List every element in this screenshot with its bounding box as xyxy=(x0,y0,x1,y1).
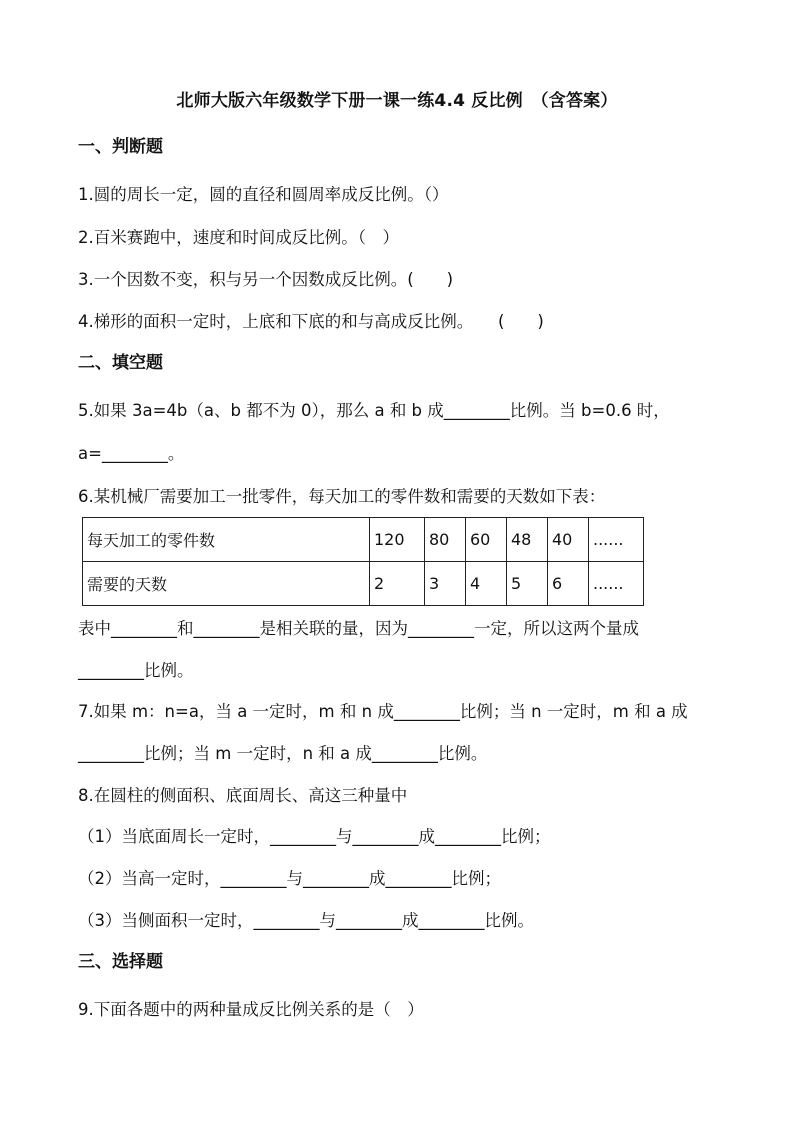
question-8-sub-1: （1）当底面周长一定时，________与________成________比例； xyxy=(78,827,551,846)
section-heading-judgement: 一、判断题 xyxy=(78,137,163,157)
question-3: 3.一个因数不变，积与另一个因数成反比例。( ) xyxy=(78,270,454,289)
table-cell: 需要的天数 xyxy=(83,562,370,606)
question-6-line-1: 表中________和________是相关联的量，因为________一定，所以这两个量成 xyxy=(78,619,639,638)
question-6-line-2: ________比例。 xyxy=(78,661,194,680)
table-row xyxy=(83,518,644,562)
question-1: 1.圆的周长一定，圆的直径和圆周率成反比例。（） xyxy=(78,185,449,204)
section-heading-fill-blank: 二、填空题 xyxy=(78,353,163,373)
parts-days-table xyxy=(82,517,644,606)
document-title: 北师大版六年级数学下册一课一练4.4 反比例 （含答案） xyxy=(176,91,618,111)
table-cell: 每天加工的零件数 xyxy=(83,518,370,562)
question-9: 9.下面各题中的两种量成反比例关系的是（ ） xyxy=(78,1000,424,1019)
table-cell: 120 xyxy=(370,518,425,562)
question-8-intro: 8.在圆柱的侧面积、底面周长、高这三种量中 xyxy=(78,786,408,805)
question-4: 4.梯形的面积一定时，上底和下底的和与高成反比例。 ( ) xyxy=(78,312,544,331)
table-cell: 40 xyxy=(548,518,589,562)
question-7-line-1: 7.如果 m：n=a，当 a 一定时，m 和 n 成________比例；当 n 一定时，m 和 a 成 xyxy=(78,702,688,721)
question-6-intro: 6.某机械厂需要加工一批零件，每天加工的零件数和需要的天数如下表： xyxy=(78,487,606,506)
table-cell: 60 xyxy=(466,518,507,562)
table-row xyxy=(83,562,644,606)
table-cell: 48 xyxy=(507,518,548,562)
table-cell: 80 xyxy=(425,518,466,562)
section-heading-choice: 三、选择题 xyxy=(78,952,163,972)
question-7-line-2: ________比例；当 m 一定时，n 和 a 成________比例。 xyxy=(78,744,488,763)
question-5-line-2: a=________。 xyxy=(78,444,185,463)
question-8-sub-3: （3）当侧面积一定时，________与________成________比例。 xyxy=(78,911,534,930)
table-cell: 5 xyxy=(507,562,548,606)
table-cell: 4 xyxy=(466,562,507,606)
table-cell: ...... xyxy=(589,518,644,562)
question-8-sub-2: （2）当高一定时，________与________成________比例； xyxy=(78,869,501,888)
question-2: 2.百米赛跑中，速度和时间成反比例。（ ） xyxy=(78,228,399,247)
question-5-line-1: 5.如果 3a=4b（a、b 都不为 0），那么 a 和 b 成________比例。当 b=0.6 时， xyxy=(78,401,670,420)
table-cell: 2 xyxy=(370,562,425,606)
table-cell: 3 xyxy=(425,562,466,606)
table-cell: 6 xyxy=(548,562,589,606)
table-cell: ...... xyxy=(589,562,644,606)
